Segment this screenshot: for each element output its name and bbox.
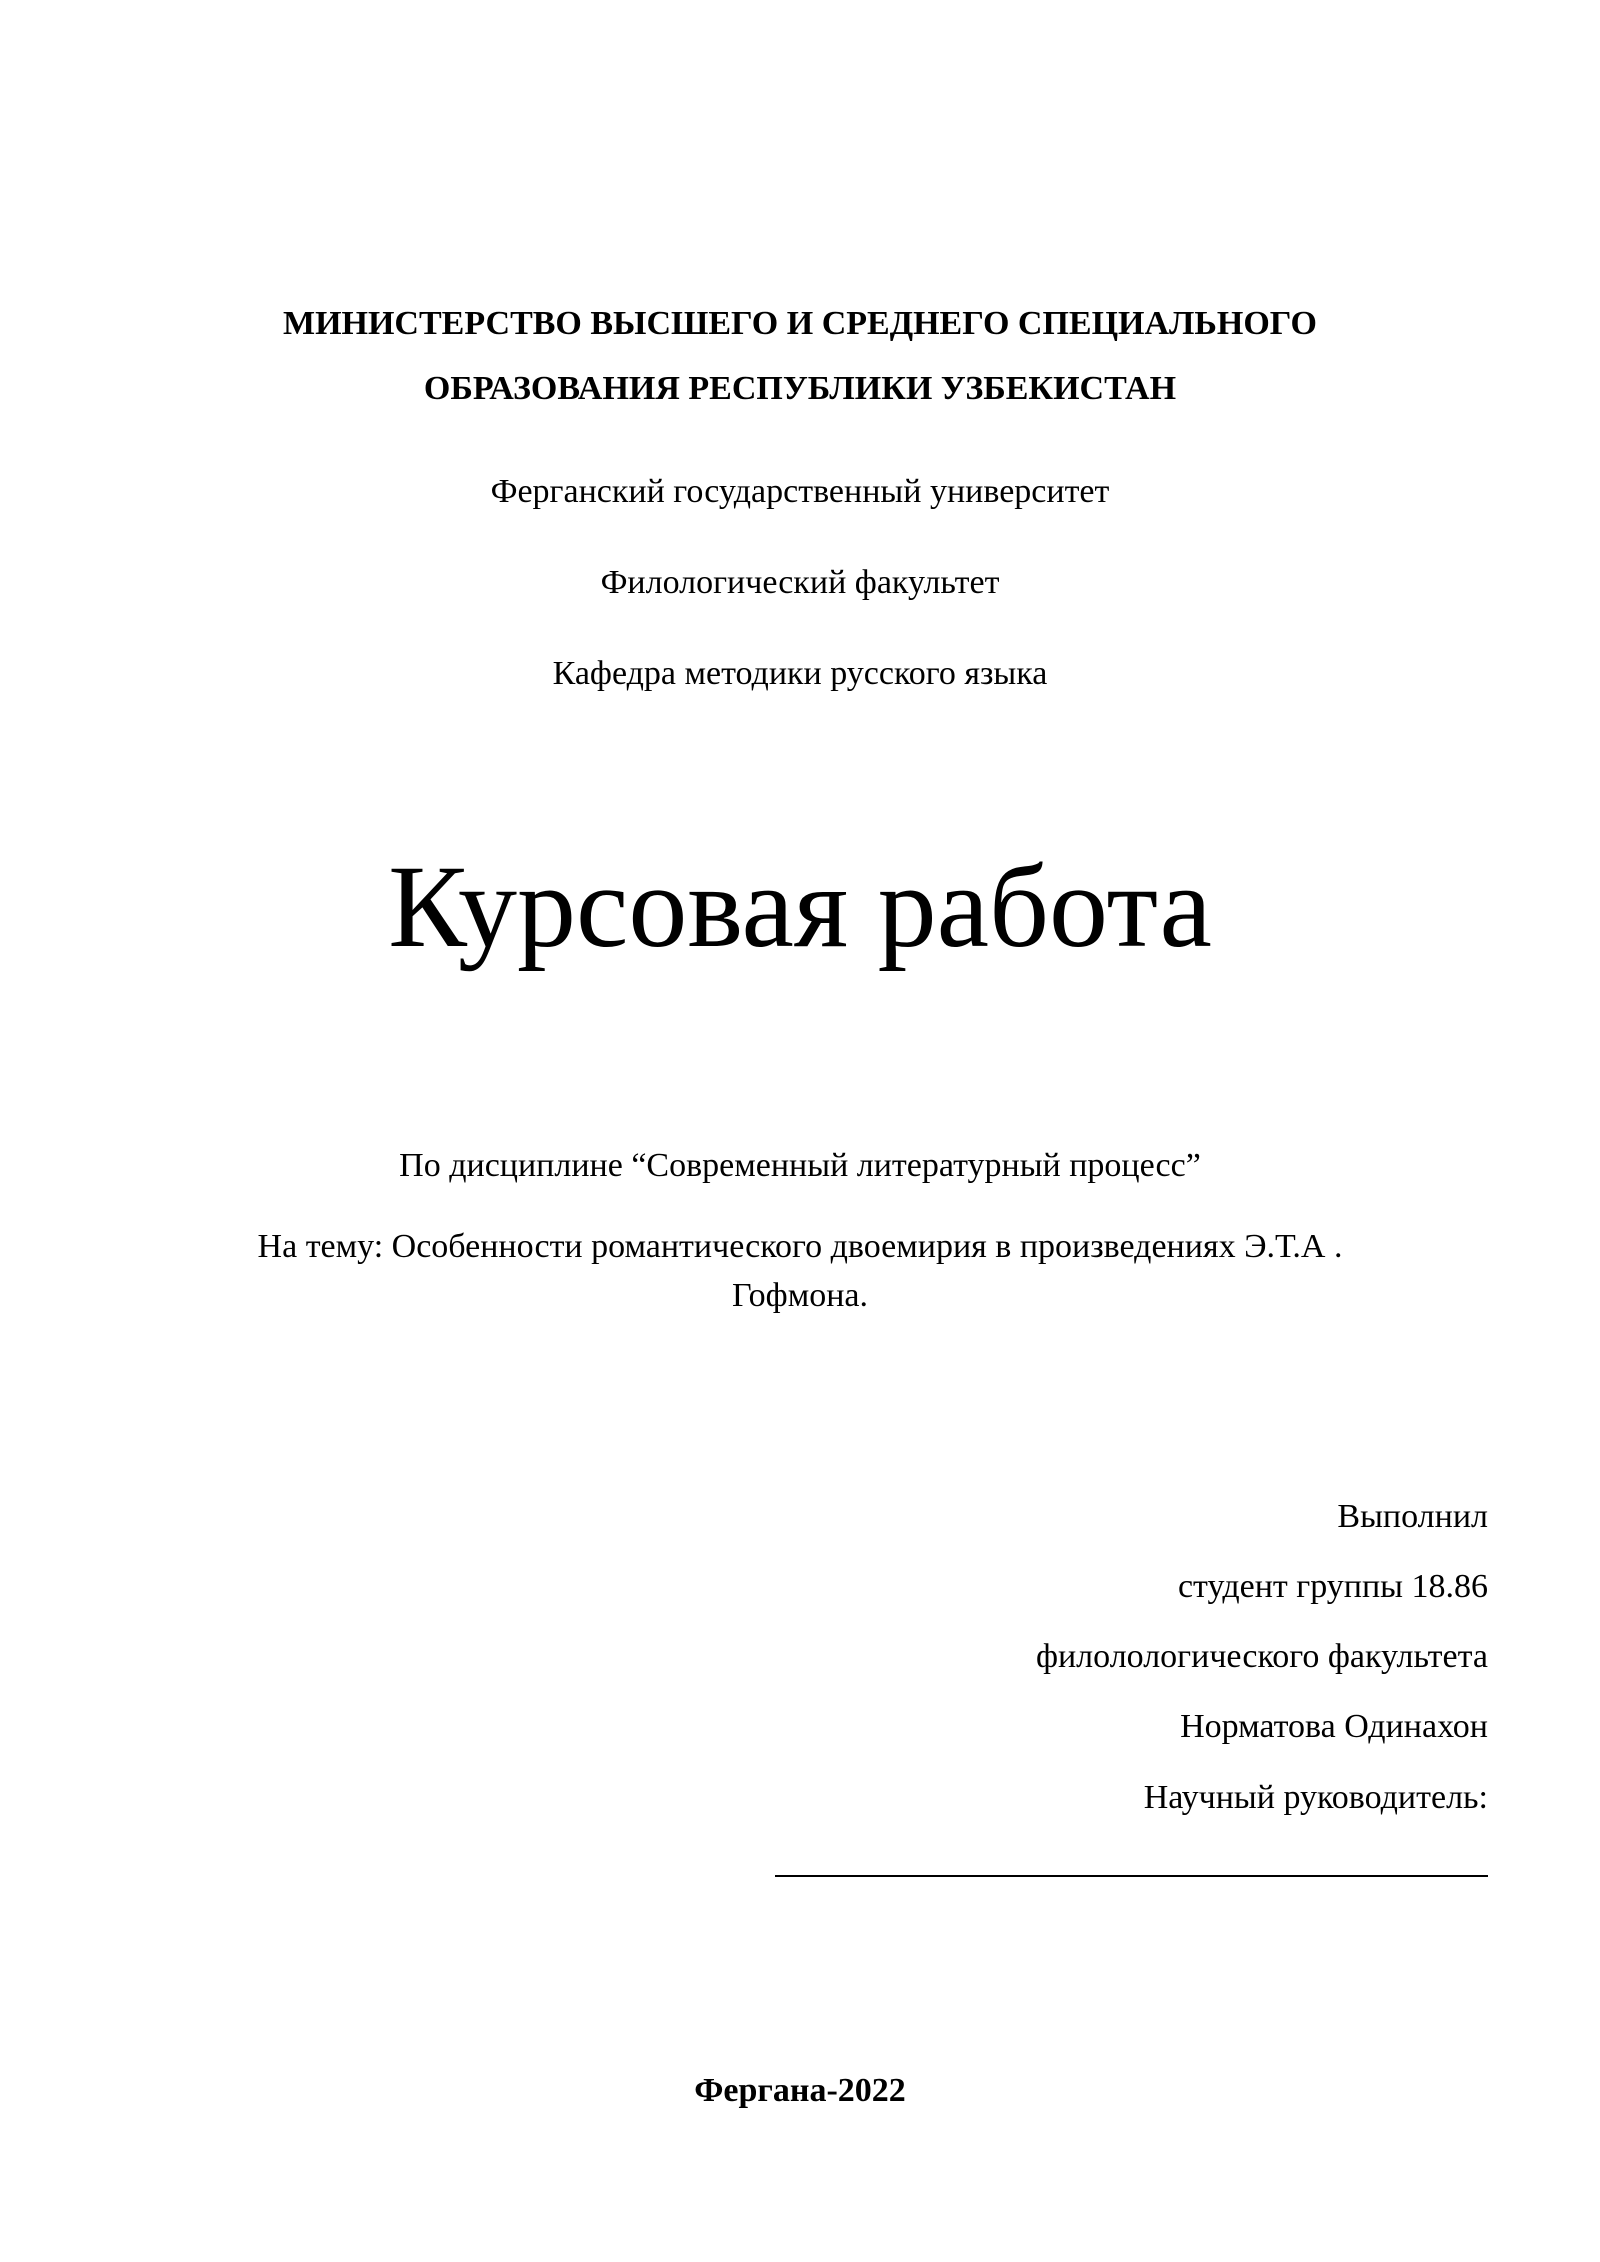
supervisor-signature-line xyxy=(775,1875,1488,1877)
performed-label: Выполнил xyxy=(1337,1498,1488,1535)
ministry-heading-line-1: МИНИСТЕРСТВО ВЫСШЕГО И СРЕДНЕГО СПЕЦИАЛЬНОГО xyxy=(283,305,1317,342)
supervisor-label: Научный руководитель: xyxy=(1143,1779,1488,1816)
document-title: Курсовая работа xyxy=(388,841,1212,972)
discipline-line: По дисциплине “Современный литературный процесс” xyxy=(399,1147,1201,1184)
department-name: Кафедра методики русского языка xyxy=(552,655,1048,692)
ministry-heading-line-2: ОБРАЗОВАНИЯ РЕСПУБЛИКИ УЗБЕКИСТАН xyxy=(423,370,1177,407)
topic-line-1: На тему: Особенности романтического двоемирия в произведениях Э.Т.А . xyxy=(257,1228,1343,1265)
university-name: Ферганский государственный университет xyxy=(490,473,1110,510)
student-name: Норматова Одинахон xyxy=(1180,1708,1488,1745)
topic-line-2: Гофмона. xyxy=(732,1277,868,1314)
faculty-name: Филологический факультет xyxy=(600,564,1000,601)
city-year: Фергана-2022 xyxy=(694,2072,906,2109)
student-faculty: филолологического факультета xyxy=(1035,1638,1488,1675)
student-group: студент группы 18.86 xyxy=(1177,1568,1488,1605)
